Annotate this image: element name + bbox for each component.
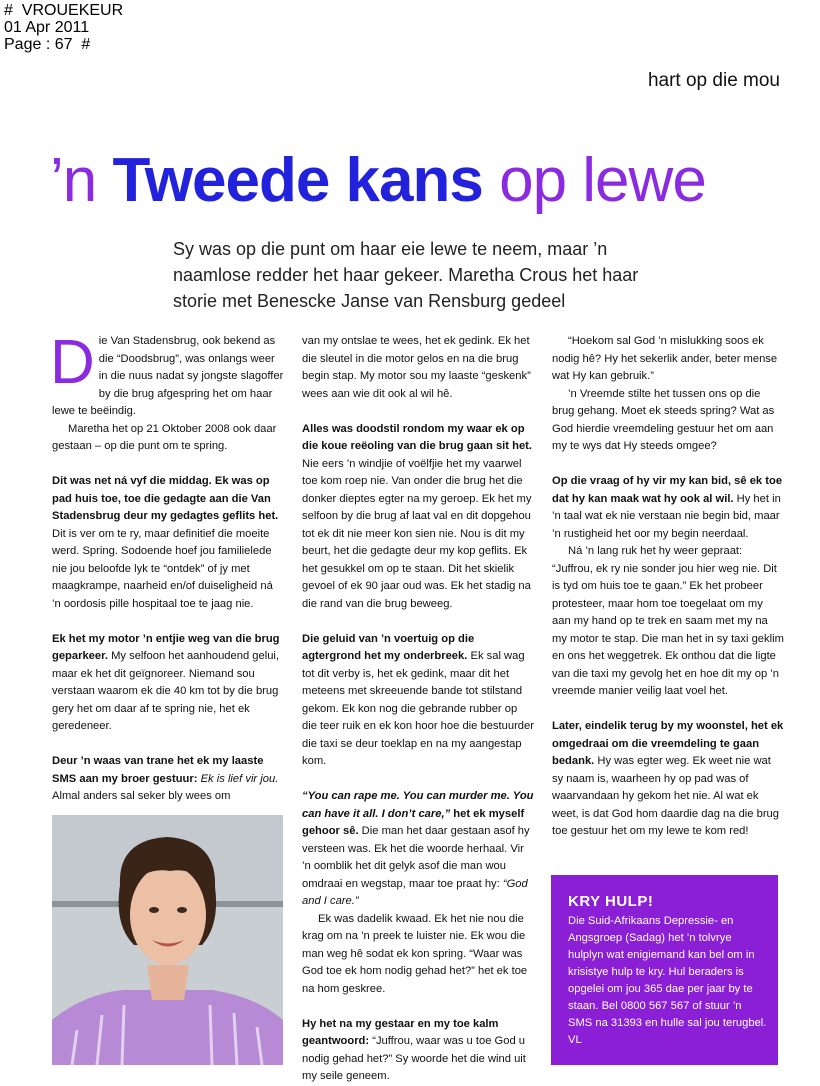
article-column-3: [552, 333, 784, 841]
standfirst-line: Sy was op die punt om haar eie lewe te neem, maar ’n: [173, 239, 608, 259]
article-column-1: [50, 328, 284, 806]
paragraph: Ek het my motor ’n entjie weg van die brug geparkeer. My selfoon het aanhoudend gelui, maar ek het dit geïgnoreer. Niemand sou verstaan waarom ek die 40 km tot by die brug gery het om daar af te spring nie, het ek geredeneer.: [52, 632, 280, 732]
standfirst: [173, 236, 733, 314]
paragraph: Hy het na my gestaar en my toe kalm geantwoord: “Juffrou, waar was u toe God u nodig gehad het?” Sy woorde het die wind uit my seile geneem.: [302, 1017, 526, 1082]
end-mark: VL: [568, 1034, 582, 1046]
woman-portrait-photo: [52, 815, 283, 1065]
paragraph: Ek was dadelik kwaad. Ek het nie nou die krag om na ’n preek te luister nie. Ek wou die man weg hê sodat ek kon spring. “Waar was God toe ek hom nodig gehad het?” het ek toe na hom geskree.: [302, 912, 528, 995]
paragraph: Dit was net ná vyf die middag. Ek was op pad huis toe, toe die gedagte aan die Van Stadensbrug deur my gedagtes geflits het. Dit is ver om te ry, maar definitief die moeite werd. Spring. Sodoende hoef jou familielede nie jou beloofde lyk te “ontdek” of jy met maagkrampe, naarheid en/of duiseligheid ná ’n oordosis pille hospitaal toe te jaag nie.: [52, 475, 279, 610]
help-box-body: Die Suid-Afrikaans Depressie- en Angsgroep (Sadag) het ’n tolvrye hulplyn wat enigiemand kan bel om in krisistye hulp te kry. Hul beraders is opgelei om jou 365 dae per jaar by te staan. Bel 0800 567 567 of stuur ’n SMS na 31393 en hulle sal jou terugbel. VL: [568, 915, 767, 1046]
paragraph: Maretha het op 21 Oktober 2008 ook daar gestaan – op die punt om te spring.: [52, 422, 277, 452]
paragraph: Ná ’n lang ruk het hy weer gepraat: “Juffrou, ek ry nie sonder jou hier weg nie. Dit is tyd om huis toe te gaan.” Ek het probeer protesteer, maar hom toe toegelaat om my aan my hand op te trek en saam met my na my motor te stap. Die man het in sy taxi geklim en ons het weggetrek. Ek onthou dat die ligte van die taxi my gevolg het en hoe dit my op ’n vreemde manier veilig laat voel het.: [552, 545, 784, 697]
page-stamp: [4, 2, 123, 53]
paragraph: Alles was doodstil rondom my waar ek op die koue reëoling van die brug gaan sit het. Nie eers ’n windjie of voëlfjie het my vaarwel toe kom roep nie. Van onder die brug het die donker dieptes egter na my geroep. Ek het my selfoon by die brug af laat val en dit dopgehou tot ek dit nie meer kon sien nie. Nou is dit my beurt, het die gedagte deur my kop geflits. Ek het gesukkel om op te staan. Dit het skielik gevoel of ek 90 jaar oud was. Ek het stadig na die rand van die brug beweeg.: [302, 422, 533, 610]
paragraph: Die geluid van ’n voertuig op die agtergrond het my onderbreek. Ek sal wag tot dit verby is, het ek gedink, maar dit het meteens met skreeuende bande tot stilstand gekom. Ek kon nog die gebrande rubber op die teer ruik en ek kon hoor hoe die bestuurder die taxi se deur toeklap en na my aangestap kom.: [302, 632, 534, 767]
stamp-publication: # VROUEKEUR: [4, 2, 124, 19]
standfirst-line: storie met Benescke Janse van Rensburg gedeel: [173, 291, 566, 311]
title-end: op lewe: [499, 146, 706, 215]
paragraph: Later, eindelik terug by my woonstel, het ek omgedraai om die vreemdeling te gaan bedank. Hy was egter weg. Ek weet nie wat sy naam is, waarheen hy op pad was of waarvandaan hy gekom het nie. Al wat ek weet, is dat God hom daardie dag na die brug toe gestuur het om my lewe te kom red!: [552, 720, 784, 837]
stamp-page: Page : 67 #: [4, 36, 91, 53]
section-label: hart op die mou: [647, 70, 780, 91]
help-sidebar-box: [551, 875, 778, 1065]
paragraph: van my ontslae te wees, het ek gedink. Ek het die sleutel in die motor gelos en na die brug begin stap. My motor sou my laaste “geskenk” wees aan wie dit ook al wil hê.: [302, 335, 531, 400]
drop-cap: D: [50, 328, 95, 397]
standfirst-line: naamlose redder het haar gekeer. Maretha Crous het haar: [173, 265, 639, 285]
page-title: [50, 140, 790, 222]
help-box-title: KRY HULP!: [568, 893, 654, 910]
title-bold: Tweede kans: [112, 146, 483, 215]
paragraph: Op die vraag of hy vir my kan bid, sê ek toe dat hy kan maak wat hy ook al wil. Hy het in ’n taal wat ek nie verstaan nie begin bid, maar ’n rustigheid het oor my begin neerdaal.: [552, 475, 783, 540]
paragraph: “Hoekom sal God ’n mislukking soos ek nodig hê? Hy het sekerlik ander, beter mense wat Hy kan gebruik.”: [552, 335, 778, 382]
woman-portrait-icon: [52, 815, 283, 1065]
paragraph: Deur ’n waas van trane het ek my laaste SMS aan my broer gestuur: Ek is lief vir jou. Almal anders sal seker bly wees om: [52, 755, 279, 802]
paragraph: ’n Vreemde stilte het tussen ons op die brug gehang. Moet ek steeds spring? Wat as God hierdie vreemdeling gestuur het om aan my te wys dat Hy steeds omgee?: [552, 387, 775, 452]
stamp-date: 01 Apr 2011: [4, 19, 90, 36]
paragraph: Die Van Stadensbrug, ook bekend as die “Doodsbrug”, was onlangs weer in die nuus nadat sy jongste slagoffer by die brug afgespring het om haar lewe te beëindig.: [50, 328, 284, 417]
title-apostrophe: ’n: [50, 146, 97, 215]
article-column-2: [302, 333, 534, 1086]
paragraph: “You can rape me. You can murder me. You can have it all. I don’t care,” het ek myself gehoor sê. Die man het daar gestaan asof hy versteen was. Ek het die woorde herhaal. Vir ’n oomblik het dit gelyk asof die man wou omdraai en wegstap, maar toe praat hy: “God and I care.”: [302, 790, 534, 907]
